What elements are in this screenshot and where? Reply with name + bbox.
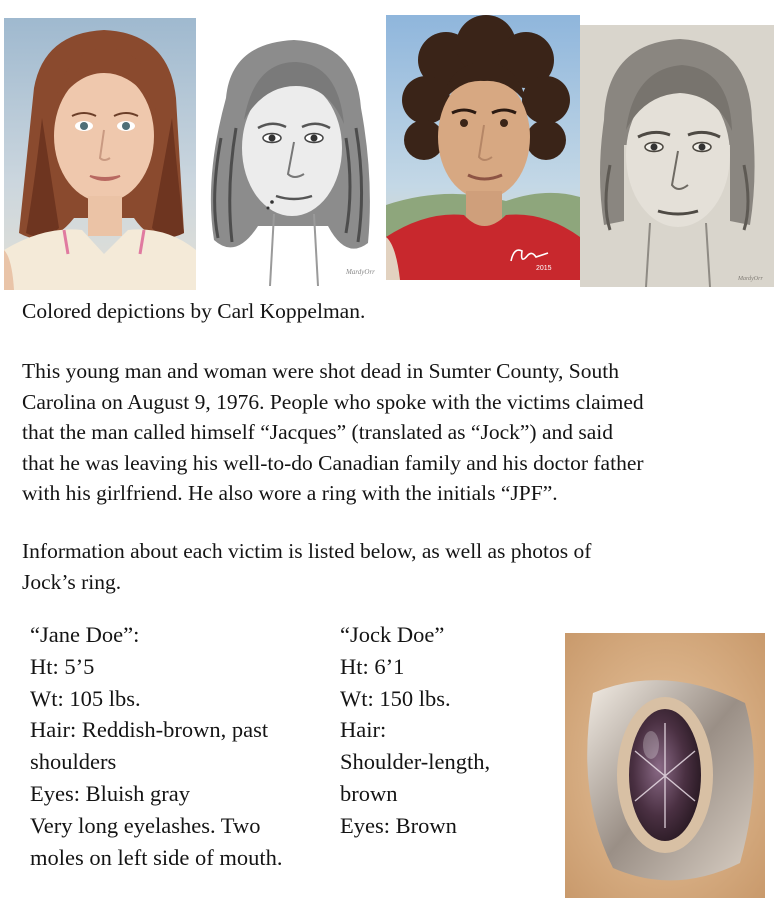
caption: Colored depictions by Carl Koppelman. — [22, 299, 366, 323]
description-line: that the man called himself “Jacques” (translated as “Jock”) and said — [22, 420, 614, 444]
jane-doe-colored-portrait — [4, 18, 196, 290]
jock-doe-heading: “Jock Doe” — [340, 622, 445, 647]
jane-doe-heading: “Jane Doe”: — [30, 622, 140, 647]
description-line: This young man and woman were shot dead in Sumter County, South — [22, 359, 619, 383]
jane-doe-pencil-sketch — [196, 28, 386, 286]
reconstruction-year: 2015 — [536, 265, 552, 272]
info-line: Jock’s ring. — [22, 569, 122, 594]
jane-weight: Wt: 105 lbs. — [30, 685, 141, 711]
jane-height: Ht: 5’5 — [30, 653, 95, 679]
description-line: that he was leaving his well-to-do Canadian family and his doctor father — [22, 450, 644, 475]
jock-height: Ht: 6’1 — [340, 653, 405, 679]
jane-doe-details — [30, 619, 335, 873]
case-description — [22, 356, 762, 509]
jock-hair: Hair: — [340, 717, 387, 743]
jock-doe-details — [340, 619, 545, 842]
ring-photo — [565, 633, 765, 898]
jane-note-cont: moles on left side of mouth. — [30, 844, 283, 870]
info-note — [22, 536, 762, 597]
jock-hair-color: brown — [340, 780, 398, 806]
jock-weight: Wt: 150 lbs. — [340, 685, 451, 711]
jock-eyes: Eyes: Brown — [340, 812, 457, 838]
jane-hair: Hair: Reddish-brown, past — [30, 717, 269, 743]
jane-eyes: Eyes: Bluish gray — [30, 780, 190, 806]
jock-hair-cont: Shoulder-length, — [340, 749, 491, 775]
jane-note: Very long eyelashes. Two — [30, 812, 261, 838]
sketch-signature: MardyOrr — [738, 276, 763, 282]
description-line: with his girlfriend. He also wore a ring with the initials “JPF”. — [22, 481, 558, 505]
info-line: Information about each victim is listed below, as well as photos of — [22, 539, 592, 563]
jock-doe-pencil-sketch — [580, 25, 774, 287]
description-line: Carolina on August 9, 1976. People who spoke with the victims claimed — [22, 389, 644, 414]
sketch-signature: MardyOrr — [346, 268, 375, 276]
jane-hair-cont: shoulders — [30, 749, 117, 775]
jock-doe-colored-portrait — [386, 15, 580, 280]
